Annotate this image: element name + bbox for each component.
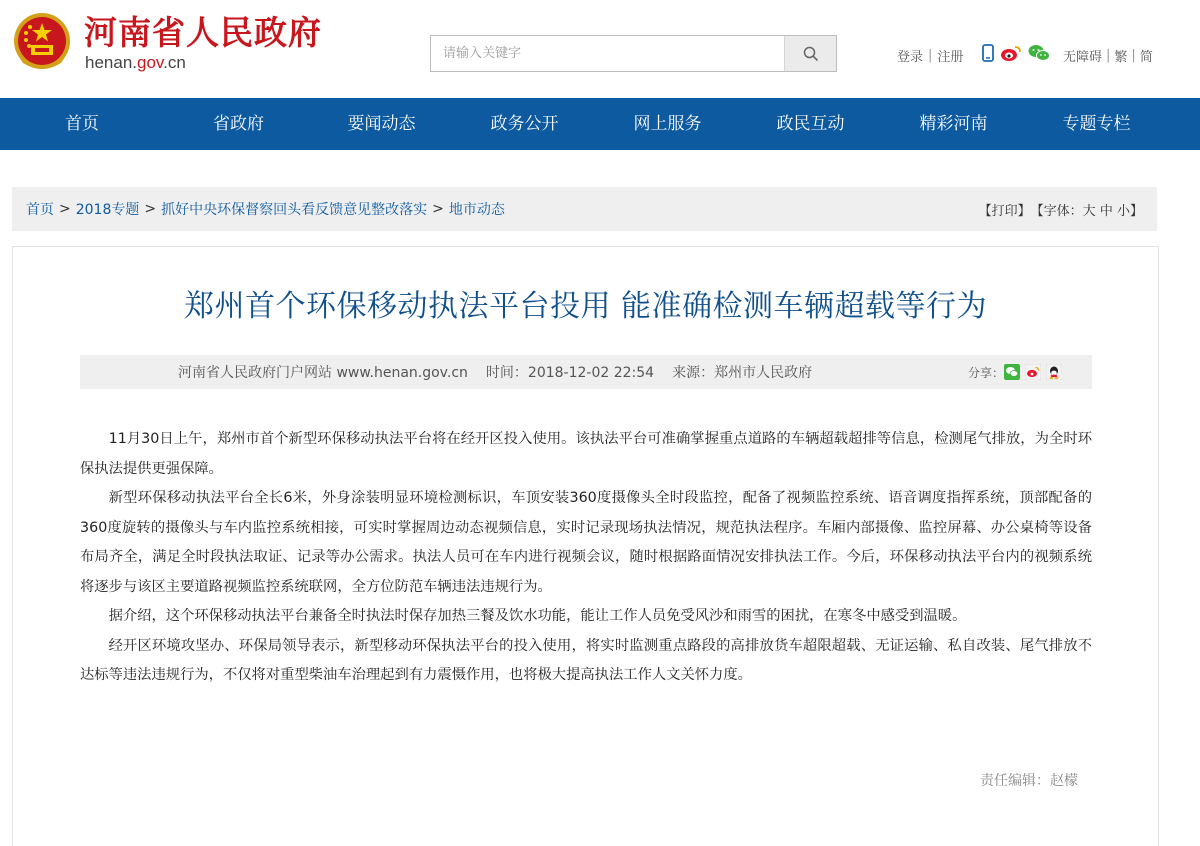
nav-item-government[interactable]: 省政府 [213,114,264,134]
nav-item-news[interactable]: 要闻动态 [347,114,416,134]
account-links [897,45,963,65]
breadcrumb-separator: > [432,201,444,217]
domain-post: .cn [163,53,186,72]
article-paragraph: 据介绍，这个环保移动执法平台兼备全时执法时保存加热三餐及饮水功能，能让工作人员免受风沙和雨雪的困扰，在寒冬中感受到温暖。 [108,608,967,624]
share-wechat-icon[interactable] [1004,364,1020,380]
breadcrumb-home[interactable]: 首页 [26,202,54,218]
search-box [430,35,837,72]
font-large-button[interactable]: 大 [1082,203,1096,219]
domain-pre: henan. [85,53,137,72]
article-paragraph: 经开区环境攻坚办、环保局领导表示，新型移动环保执法平台的投入使用，将实时监测重点路段的高排放货车超限超载、无证运输、私自改装、尾气排放不达标等违法违规行为，不仅将对重型柴油车治理起到有力震慑作用，也将极大提高执法工作人文关怀力度。 [80,637,1092,683]
article-editor: 责任编辑：赵檬 [980,773,1078,789]
article-origin: 来源：郑州市人民政府 [672,365,813,381]
accessibility-links [1063,45,1153,65]
breadcrumb-city-news[interactable]: 地市动态 [448,202,505,218]
font-size-close: 】 [1129,203,1143,219]
print-button[interactable]: 【打印】 [978,203,1031,219]
font-medium-button[interactable]: 中 [1099,203,1113,219]
article-tools [979,200,1143,219]
divider: | [1131,47,1136,63]
register-link[interactable]: 注册 [937,49,964,65]
weibo-icon[interactable] [1000,44,1022,62]
share-icons [1004,364,1062,380]
site-header [0,0,1200,98]
traditional-link[interactable]: 繁 [1114,49,1128,65]
site-name[interactable]: 河南省人民政府 [84,13,322,52]
main-nav [0,98,1200,150]
breadcrumb [26,199,505,219]
article-time: 时间：2018-12-02 22:54 [485,365,655,381]
divider: | [1106,47,1111,63]
font-small-button[interactable]: 小 [1116,203,1130,219]
article-source-site: 河南省人民政府门户网站 www.henan.gov.cn [178,365,468,381]
article-title: 郑州首个环保移动执法平台投用 能准确检测车辆超载等行为 [183,289,988,324]
nav-item-interaction[interactable]: 政民互动 [776,114,845,134]
mobile-icon[interactable] [982,44,994,62]
search-icon [803,46,819,62]
site-domain [85,53,186,73]
search-button[interactable] [784,36,836,71]
search-input[interactable] [431,36,785,71]
article-paragraph: 11月30日上午，郑州市首个新型环保移动执法平台将在经开区投入使用。该执法平台可准确掌握重点道路的车辆超载超排等信息，检测尾气排放，为全时环保执法提供更强保障。 [80,431,1092,477]
login-link[interactable]: 登录 [897,49,924,65]
domain-gov: gov [137,53,164,72]
nav-item-topics[interactable]: 专题专栏 [1062,114,1131,134]
wechat-icon[interactable] [1028,44,1050,62]
share-qq-icon[interactable] [1046,364,1062,380]
nav-item-henan[interactable]: 精彩河南 [919,114,988,134]
article-meta [80,355,1092,389]
breadcrumb-separator: > [59,201,71,217]
article-panel [12,246,1159,846]
breadcrumb-topic[interactable]: 抓好中央环保督察回头看反馈意见整改落实 [161,202,428,218]
simplified-link[interactable]: 简 [1139,49,1153,65]
social-links [982,44,1050,62]
article-body [80,425,1092,691]
accessibility-link[interactable]: 无障碍 [1063,49,1103,65]
article-paragraph: 新型环保移动执法平台全长6米，外身涂装明显环境检测标识，车顶安装360度摄像头全时段监控，配备了视频监控系统、语音调度指挥系统，顶部配备的360度旋转的摄像头与车内监控系统相接，可实时掌握周边动态视频信息，实时记录现场执法情况，规范执法程序。车厢内部摄像、监控屏幕、办公桌椅等设备布局齐全，满足全时段执法取证、记录等办公需求。执法人员可在车内进行视频会议，随时根据路面情况安排执法工作。今后，环保移动执法平台内的视频系统将逐步与该区主要道路视频监控系统联网，全方位防范车辆违法违规行为。 [80,490,1092,595]
breadcrumb-2018-topics[interactable]: 2018专题 [75,202,140,218]
national-emblem-icon [11,11,73,73]
font-size-label: 【字体： [1030,203,1083,219]
breadcrumb-separator: > [144,201,157,217]
divider: | [928,47,933,63]
breadcrumb-bar [12,187,1157,231]
nav-item-public-affairs[interactable]: 政务公开 [490,114,559,134]
nav-item-home[interactable]: 首页 [65,114,99,134]
share-label: 分享： [967,365,1004,380]
share-weibo-icon[interactable] [1025,364,1041,380]
nav-item-online-services[interactable]: 网上服务 [633,114,702,134]
